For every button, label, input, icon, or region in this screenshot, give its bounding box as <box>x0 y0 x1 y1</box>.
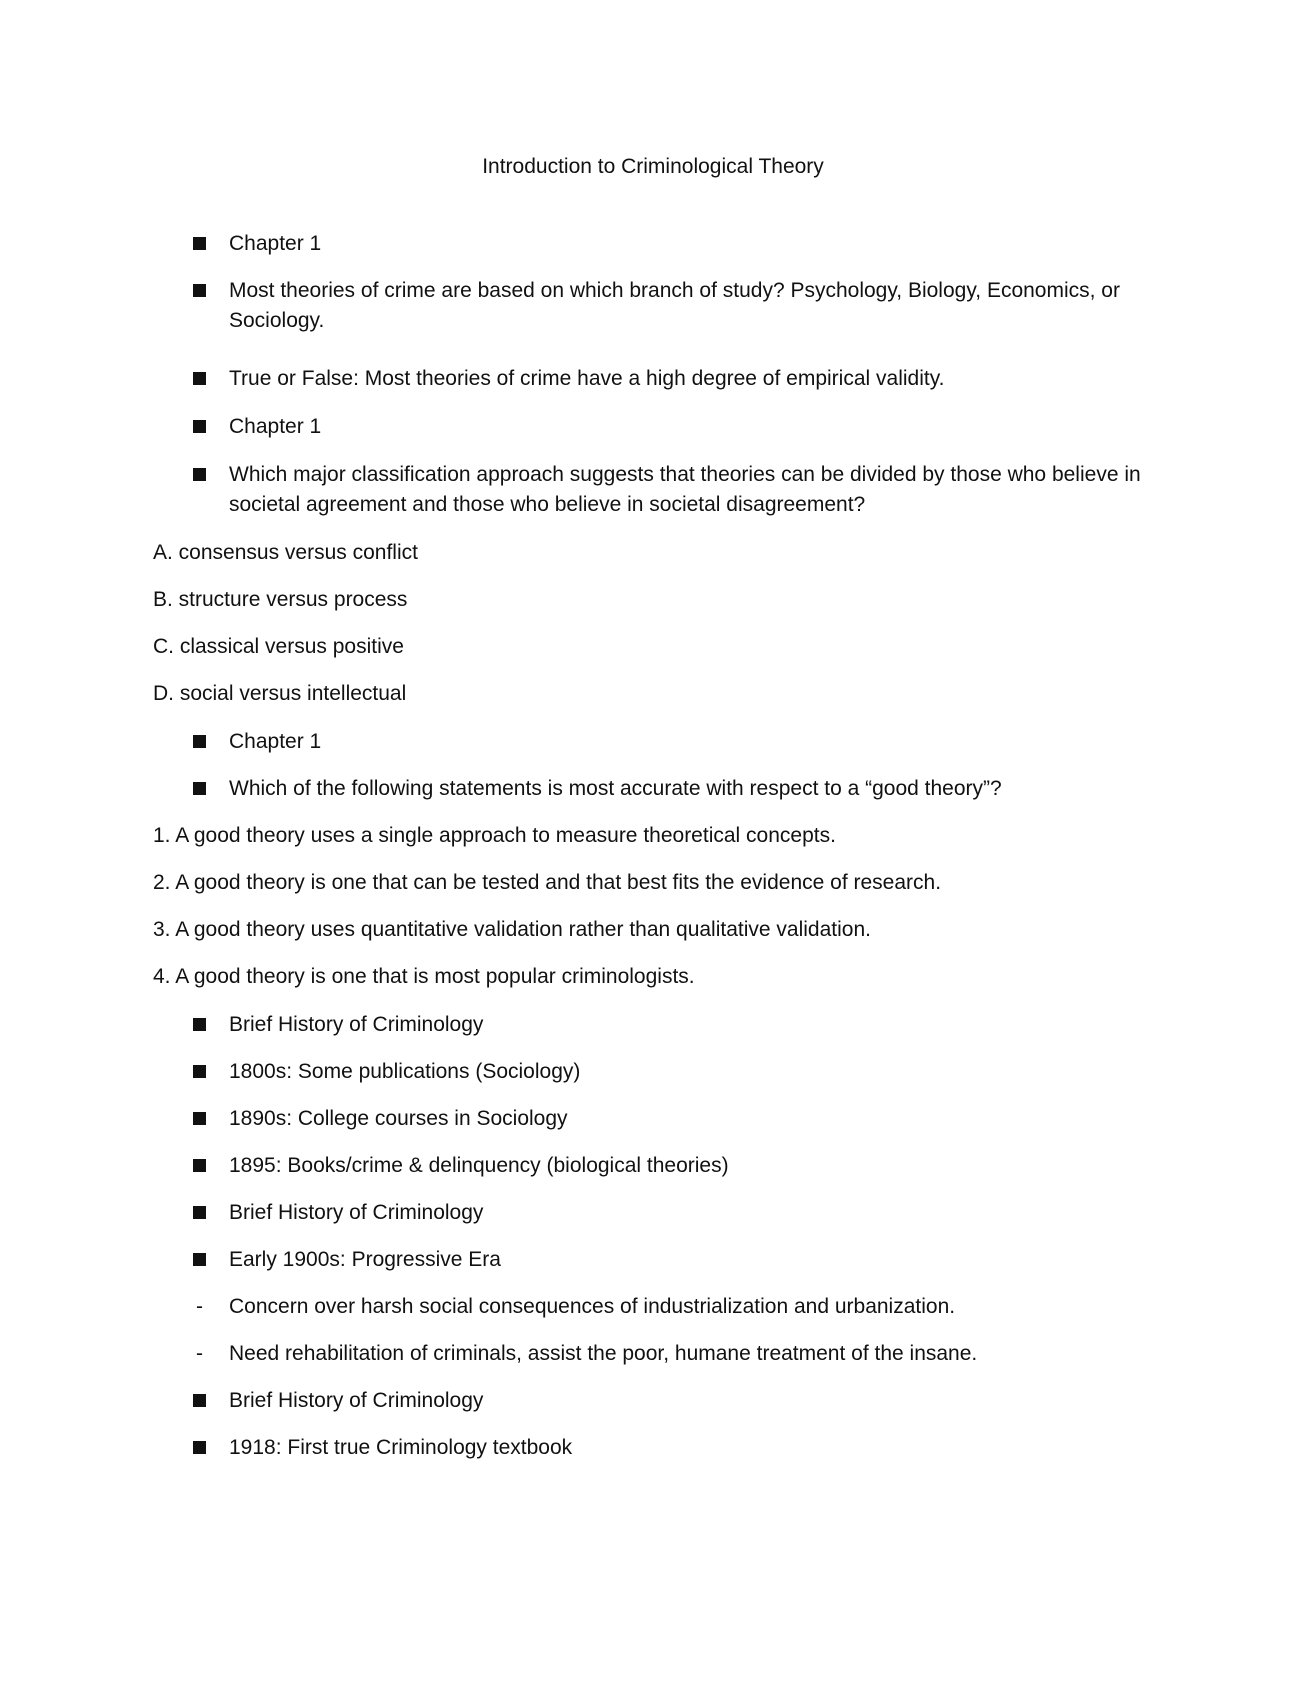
bullet-text: Most theories of crime are based on which branch of study? Psychology, Biology, Economics, or Sociology. <box>229 279 1120 332</box>
answer-option: 3. A good theory uses quantitative validation rather than qualitative validation. <box>153 918 871 941</box>
square-bullet-icon <box>193 1206 206 1219</box>
square-bullet-icon <box>193 420 206 433</box>
square-bullet-icon <box>193 782 206 795</box>
bullet-text: Concern over harsh social consequences of industrialization and urbanization. <box>229 1295 956 1318</box>
square-bullet-icon <box>193 468 206 481</box>
square-bullet-icon <box>193 735 206 748</box>
bullet-text: Which major classification approach suggests that theories can be divided by those who believe in societal agreement and those who believe in societal disagreement? <box>229 463 1141 516</box>
square-bullet-icon <box>193 1253 206 1266</box>
bullet-text: Brief History of Criminology <box>229 1389 484 1412</box>
square-bullet-icon <box>193 1018 206 1031</box>
square-bullet-icon <box>193 372 206 385</box>
answer-option: 1. A good theory uses a single approach to measure theoretical concepts. <box>153 824 836 847</box>
square-bullet-icon <box>193 1441 206 1454</box>
bullet-text: Chapter 1 <box>229 232 322 255</box>
square-bullet-icon <box>193 284 206 297</box>
bullet-text: Chapter 1 <box>229 415 322 438</box>
bullet-text: Need rehabilitation of criminals, assist the poor, humane treatment of the insane. <box>229 1342 978 1365</box>
square-bullet-icon <box>193 1065 206 1078</box>
square-bullet-icon <box>193 237 206 250</box>
answer-option: B. structure versus process <box>153 588 408 611</box>
bullet-text: Chapter 1 <box>229 730 322 753</box>
answer-option: 4. A good theory is one that is most popular criminologists. <box>153 965 695 988</box>
dash-bullet-icon: - <box>196 1342 203 1365</box>
dash-bullet-icon: - <box>196 1295 203 1318</box>
square-bullet-icon <box>193 1159 206 1172</box>
document-title: Introduction to Criminological Theory <box>482 155 824 178</box>
bullet-text: Brief History of Criminology <box>229 1201 484 1224</box>
square-bullet-icon <box>193 1394 206 1407</box>
bullet-text: 1800s: Some publications (Sociology) <box>229 1060 581 1083</box>
bullet-text: Which of the following statements is most accurate with respect to a “good theory”? <box>229 777 1002 800</box>
answer-option: C. classical versus positive <box>153 635 404 658</box>
square-bullet-icon <box>193 1112 206 1125</box>
bullet-text: Early 1900s: Progressive Era <box>229 1248 501 1271</box>
answer-option: A. consensus versus conflict <box>153 541 418 564</box>
bullet-text: 1895: Books/crime & delinquency (biological theories) <box>229 1154 729 1177</box>
bullet-text: True or False: Most theories of crime have a high degree of empirical validity. <box>229 367 945 390</box>
bullet-text: 1890s: College courses in Sociology <box>229 1107 568 1130</box>
bullet-text: 1918: First true Criminology textbook <box>229 1436 573 1459</box>
answer-option: 2. A good theory is one that can be tested and that best fits the evidence of research. <box>153 871 942 894</box>
bullet-text: Brief History of Criminology <box>229 1013 484 1036</box>
answer-option: D. social versus intellectual <box>153 682 407 705</box>
